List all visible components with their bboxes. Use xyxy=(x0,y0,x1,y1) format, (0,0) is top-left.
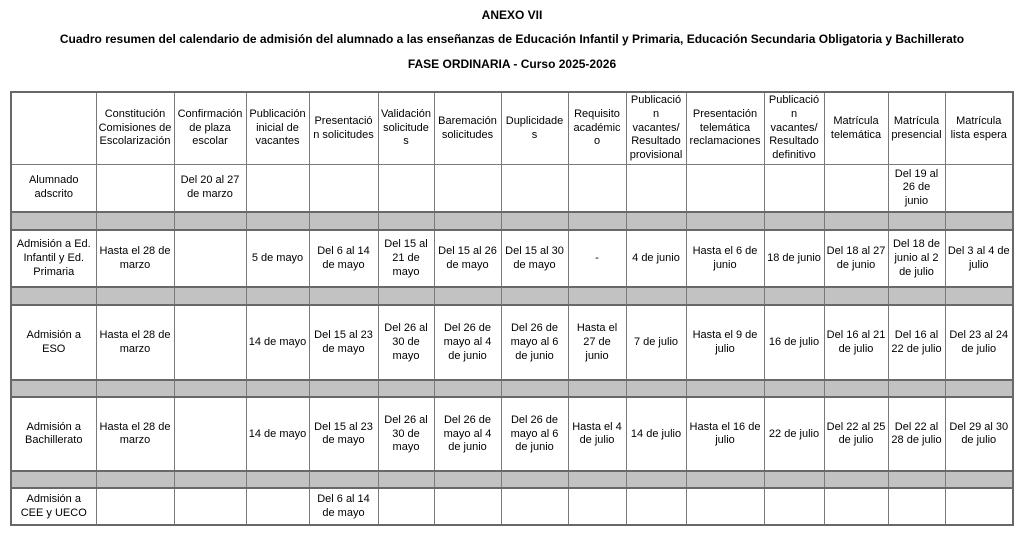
separator-cell xyxy=(434,287,501,305)
separator-cell xyxy=(434,380,501,397)
table-cell: Del 26 de mayo al 4 de junio xyxy=(434,397,501,471)
separator-cell xyxy=(686,471,764,488)
separator-cell xyxy=(378,380,434,397)
column-header: Matrícula telemática xyxy=(824,92,888,164)
separator-cell xyxy=(309,380,378,397)
table-cell: Del 29 al 30 de julio xyxy=(945,397,1013,471)
table-row xyxy=(11,164,1013,212)
table-cell: Hasta el 28 de marzo xyxy=(96,397,174,471)
table-cell xyxy=(888,488,945,525)
table-cell xyxy=(568,488,626,525)
table-cell: Del 26 de mayo al 6 de junio xyxy=(501,305,568,380)
column-header: Presentación solicitudes xyxy=(309,92,378,164)
table-cell xyxy=(434,488,501,525)
table-cell xyxy=(378,164,434,212)
table-cell: 14 de mayo xyxy=(246,305,309,380)
row-label: Admisión a Ed. Infantil y Ed. Primaria xyxy=(11,230,96,287)
table-cell: 4 de junio xyxy=(626,230,686,287)
table-cell: Hasta el 9 de julio xyxy=(686,305,764,380)
separator-cell xyxy=(246,380,309,397)
separator-cell xyxy=(888,287,945,305)
table-cell: 18 de junio xyxy=(764,230,824,287)
table-cell: Hasta el 28 de marzo xyxy=(96,305,174,380)
table-cell: Del 26 de mayo al 6 de junio xyxy=(501,397,568,471)
separator-cell xyxy=(96,380,174,397)
page-subtitle: Cuadro resumen del calendario de admisión del alumnado a las enseñanzas de Educación Infantil y Primaria, Educación Secundaria Obligatoria y Bachillerato xyxy=(59,32,965,47)
table-cell: Del 6 al 14 de mayo xyxy=(309,230,378,287)
table-row xyxy=(11,488,1013,525)
table-cell: Del 18 de junio al 2 de julio xyxy=(888,230,945,287)
table-cell: Del 19 al 26 de junio xyxy=(888,164,945,212)
table-row xyxy=(11,305,1013,380)
column-header: Requisito académico xyxy=(568,92,626,164)
table-cell: - xyxy=(568,230,626,287)
separator-cell xyxy=(378,212,434,230)
separator-cell xyxy=(11,212,96,230)
table-cell xyxy=(945,164,1013,212)
row-label: Admisión a Bachillerato xyxy=(11,397,96,471)
table-cell: 22 de julio xyxy=(764,397,824,471)
table-cell: Hasta el 4 de julio xyxy=(568,397,626,471)
separator-cell xyxy=(888,212,945,230)
separator-cell xyxy=(764,471,824,488)
separator-cell xyxy=(501,380,568,397)
separator-cell xyxy=(626,471,686,488)
admission-calendar-table xyxy=(10,91,1014,526)
table-cell: Hasta el 27 de junio xyxy=(568,305,626,380)
row-label: Admisión a ESO xyxy=(11,305,96,380)
table-cell xyxy=(96,488,174,525)
column-header: Duplicidades xyxy=(501,92,568,164)
document-header xyxy=(0,0,1024,71)
page-title: ANEXO VII xyxy=(481,8,543,22)
separator-cell xyxy=(174,287,246,305)
separator-cell xyxy=(888,471,945,488)
separator-cell xyxy=(568,471,626,488)
separator-cell xyxy=(174,471,246,488)
table-cell xyxy=(246,164,309,212)
separator-cell xyxy=(96,471,174,488)
separator-cell xyxy=(626,287,686,305)
table-cell: Del 15 al 26 de mayo xyxy=(434,230,501,287)
separator-cell xyxy=(96,212,174,230)
table-cell xyxy=(174,488,246,525)
separator-row xyxy=(11,380,1013,397)
table-cell: Del 22 al 28 de julio xyxy=(888,397,945,471)
table-cell xyxy=(686,488,764,525)
separator-cell xyxy=(378,471,434,488)
table-cell xyxy=(824,164,888,212)
table-cell xyxy=(246,488,309,525)
table-cell xyxy=(686,164,764,212)
table-cell: Del 15 al 30 de mayo xyxy=(501,230,568,287)
table-cell: Hasta el 16 de julio xyxy=(686,397,764,471)
separator-cell xyxy=(945,380,1013,397)
table-cell xyxy=(501,164,568,212)
table-cell xyxy=(309,164,378,212)
separator-cell xyxy=(246,471,309,488)
table-cell: 16 de julio xyxy=(764,305,824,380)
table-cell: Del 23 al 24 de julio xyxy=(945,305,1013,380)
separator-cell xyxy=(824,380,888,397)
column-header: Confirmación de plaza escolar xyxy=(174,92,246,164)
table-cell xyxy=(568,164,626,212)
table-cell: Del 6 al 14 de mayo xyxy=(309,488,378,525)
corner-header-cell xyxy=(11,92,96,164)
table-cell: Del 26 al 30 de mayo xyxy=(378,305,434,380)
separator-row xyxy=(11,287,1013,305)
separator-cell xyxy=(686,212,764,230)
table-cell: Del 16 al 22 de julio xyxy=(888,305,945,380)
separator-cell xyxy=(764,212,824,230)
table-cell xyxy=(434,164,501,212)
table-cell: Del 20 al 27 de marzo xyxy=(174,164,246,212)
table-cell xyxy=(764,488,824,525)
column-header: Publicación inicial de vacantes xyxy=(246,92,309,164)
separator-cell xyxy=(11,471,96,488)
separator-row xyxy=(11,471,1013,488)
table-cell: 7 de julio xyxy=(626,305,686,380)
separator-cell xyxy=(501,471,568,488)
separator-cell xyxy=(568,380,626,397)
separator-cell xyxy=(945,471,1013,488)
table-cell xyxy=(626,164,686,212)
table-body xyxy=(11,164,1013,525)
separator-cell xyxy=(11,287,96,305)
table-cell: Del 18 al 27 de junio xyxy=(824,230,888,287)
table-cell: Del 15 al 23 de mayo xyxy=(309,397,378,471)
table-cell: Del 15 al 21 de mayo xyxy=(378,230,434,287)
separator-cell xyxy=(174,380,246,397)
separator-cell xyxy=(309,212,378,230)
separator-cell xyxy=(434,471,501,488)
page-phase-title: FASE ORDINARIA - Curso 2025-2026 xyxy=(407,56,617,71)
table-cell: Del 26 de mayo al 4 de junio xyxy=(434,305,501,380)
separator-cell xyxy=(309,287,378,305)
separator-cell xyxy=(501,212,568,230)
column-header: Baremación solicitudes xyxy=(434,92,501,164)
table-cell xyxy=(96,164,174,212)
separator-cell xyxy=(568,287,626,305)
table-cell: Del 22 al 25 de julio xyxy=(824,397,888,471)
separator-cell xyxy=(764,287,824,305)
table-cell: 14 de mayo xyxy=(246,397,309,471)
separator-cell xyxy=(945,287,1013,305)
separator-cell xyxy=(686,380,764,397)
separator-cell xyxy=(888,380,945,397)
header-row xyxy=(11,92,1013,164)
table-cell: Hasta el 28 de marzo xyxy=(96,230,174,287)
separator-cell xyxy=(686,287,764,305)
table-row xyxy=(11,230,1013,287)
separator-cell xyxy=(11,380,96,397)
separator-cell xyxy=(626,380,686,397)
table-cell xyxy=(501,488,568,525)
table-cell xyxy=(626,488,686,525)
separator-cell xyxy=(824,287,888,305)
table-cell xyxy=(174,230,246,287)
column-header: Matrícula lista espera xyxy=(945,92,1013,164)
separator-cell xyxy=(96,287,174,305)
separator-cell xyxy=(501,287,568,305)
table-cell xyxy=(174,305,246,380)
table-cell xyxy=(945,488,1013,525)
separator-cell xyxy=(434,212,501,230)
table-cell: 5 de mayo xyxy=(246,230,309,287)
table-cell xyxy=(174,397,246,471)
column-header: Publicación vacantes/ Resultado definitivo xyxy=(764,92,824,164)
table-cell: Del 15 al 23 de mayo xyxy=(309,305,378,380)
table-cell: 14 de julio xyxy=(626,397,686,471)
separator-cell xyxy=(764,380,824,397)
row-label: Alumnado adscrito xyxy=(11,164,96,212)
table-cell: Del 26 al 30 de mayo xyxy=(378,397,434,471)
column-header: Validación solicitudes xyxy=(378,92,434,164)
separator-cell xyxy=(824,471,888,488)
table-cell: Del 16 al 21 de julio xyxy=(824,305,888,380)
column-header: Publicación vacantes/ Resultado provisional xyxy=(626,92,686,164)
column-header: Matrícula presencial xyxy=(888,92,945,164)
table-cell: Del 3 al 4 de julio xyxy=(945,230,1013,287)
separator-cell xyxy=(246,287,309,305)
table-cell xyxy=(824,488,888,525)
table-cell xyxy=(764,164,824,212)
row-label: Admisión a CEE y UECO xyxy=(11,488,96,525)
separator-cell xyxy=(246,212,309,230)
separator-cell xyxy=(309,471,378,488)
separator-cell xyxy=(626,212,686,230)
separator-cell xyxy=(945,212,1013,230)
separator-cell xyxy=(568,212,626,230)
separator-cell xyxy=(824,212,888,230)
column-header: Constitución Comisiones de Escolarización xyxy=(96,92,174,164)
separator-row xyxy=(11,212,1013,230)
separator-cell xyxy=(378,287,434,305)
table-cell: Hasta el 6 de junio xyxy=(686,230,764,287)
table-cell xyxy=(378,488,434,525)
separator-cell xyxy=(174,212,246,230)
column-header: Presentación telemática reclamaciones xyxy=(686,92,764,164)
table-row xyxy=(11,397,1013,471)
